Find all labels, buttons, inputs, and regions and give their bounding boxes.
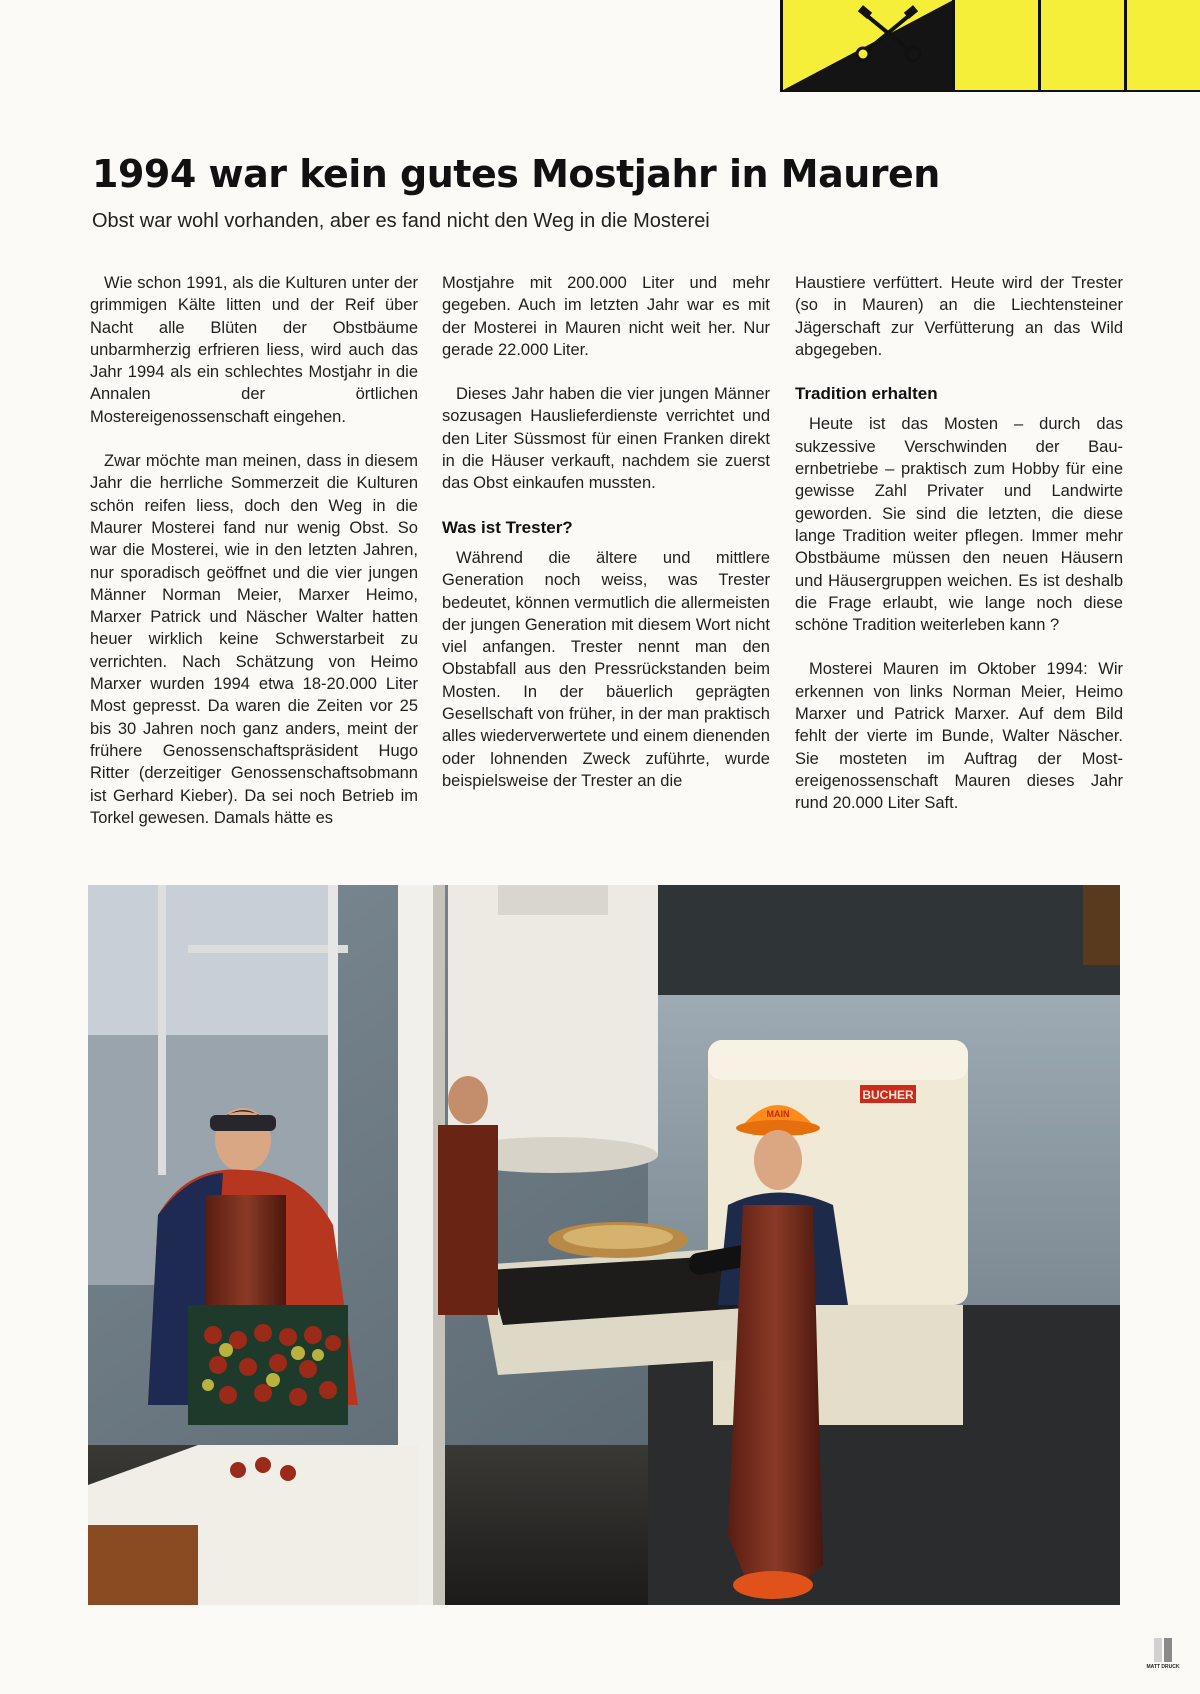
tab-divider <box>952 0 955 90</box>
printer-mark-icon <box>1146 1636 1180 1670</box>
text-column-2 <box>442 272 770 814</box>
paragraph: Heute ist das Mosten – durch das sukzessive Verschwinden der Bauernbetriebe – praktisch zum Hobby für eine gewisse Zahl Privater und Landwirte geworden. Sie sind die letzten, die diese lange Tradition weiter pflegen. Immer mehr Obstbäume müssen den neuen Häusern und Häusergruppen weichen. Es ist deshalb die Frage erlaubt, wie lange noch diese schöne Tradition weiterleben kann ? <box>795 415 1123 635</box>
paragraph: Während die ältere und mittlere Generation noch weiss, was Trester bedeutet, können vermutlich die allermeisten der jungen Generation mit diesem Wort nicht viel anfangen. Trester nennt man den Obstabfall aus den Pressrückstanden beim Mosten. In der bäuerlich geprägten Gesellschaft von früher, in der man praktisch alles wiederverwertete und einem dienenden oder lohnenden Zweck zuführte, wurde beispielsweise der Trester an die <box>442 548 770 790</box>
paragraph: Haustiere verfüttert. Heute wird der Trester (so in Mauren) an die Liechtensteiner Jägerschaft zur Verfütterung an das Wild abgegeben. <box>795 274 1123 359</box>
machine-brand-label: BUCHER <box>862 1088 914 1102</box>
header-tab-strip <box>780 0 1200 92</box>
section-heading: Was ist Trester? <box>442 517 573 537</box>
article-subtitle: Obst war wohl vorhanden, aber es fand nicht den Weg in die Mosterei <box>92 210 710 232</box>
photo-illustration <box>88 885 1120 1605</box>
paragraph: Zwar möchte man meinen, dass in diesem Jahr die herrliche Sommerzeit die Kulturen schön reifen liess, doch den Weg in die Maurer Mosterei fand nur wenig Obst. So war die Mosterei, wie in den letzten Jahren, nur sporadisch geöffnet und die vier jungen Männer Norman Meier, Marxer Heimo, Marxer Patrick und Näscher Walter hatten heuer wirklich keine Schwerstarbeit zu verrichten. Nach Schätzung von Heimo Marxer wurden 1994 etwa 18-20.000 Liter Most gepresst. Da waren die Zeiten vor 25 bis 30 Jahren noch ganz anders, meint der frühere Genossenschaftspräsident Hugo Ritter (derzeitiger Genossenschaftsobmann ist Gerhard Kieber). Da sei noch Betrieb im Torkel gewesen. Damals hätte es <box>90 452 418 827</box>
crossed-keys-coat-of-arms-icon <box>783 0 953 90</box>
paragraph: Wie schon 1991, als die Kulturen unter der grimmigen Kälte litten und der Reif über Nacht alle Blüten der Obstbäume unbarmherzig erfrieren liess, wird auch das Jahr 1994 als ein schlechtes Mostjahr in die Annalen der örtlichen Mostereigenossenschaft eingehen. <box>90 274 418 426</box>
paragraph: Dieses Jahr haben die vier jungen Männer sozusagen Hauslieferdienste verrichtet und den Liter Süssmost für einen Franken direkt in die Häuser verkauft, nachdem sie zuerst das Obst einkaufen mussten. <box>442 385 770 493</box>
printer-mark-label: MATT DRUCK <box>1146 1664 1180 1670</box>
article-title: 1994 war kein gutes Mostjahr in Mauren <box>92 152 940 196</box>
section-heading: Tradition erhalten <box>795 384 938 404</box>
tab-divider <box>1038 0 1041 90</box>
tab-divider <box>780 0 783 90</box>
cider-press-photo <box>88 885 1120 1605</box>
text-column-1 <box>90 272 418 851</box>
tab-divider <box>1124 0 1127 90</box>
hat-label: MAIN <box>766 1109 790 1119</box>
text-column-3 <box>795 272 1123 837</box>
paragraph: Mostjahre mit 200.000 Liter und mehr gegeben. Auch im letzten Jahr war es mit der Mosterei in Mauren nicht weit her. Nur gerade 22.000 Liter. <box>442 274 770 359</box>
photo-caption: Mosterei Mauren im Oktober 1994: Wir erkennen von links Norman Meier, Heimo Marxer und Patrick Marxer. Auf dem Bild fehlt der vierte im Bunde, Walter Näscher. Sie mosteten im Auftrag der Mostereigenossenschaft Mauren dieses Jahr rund 20.000 Liter Saft. <box>795 660 1123 813</box>
